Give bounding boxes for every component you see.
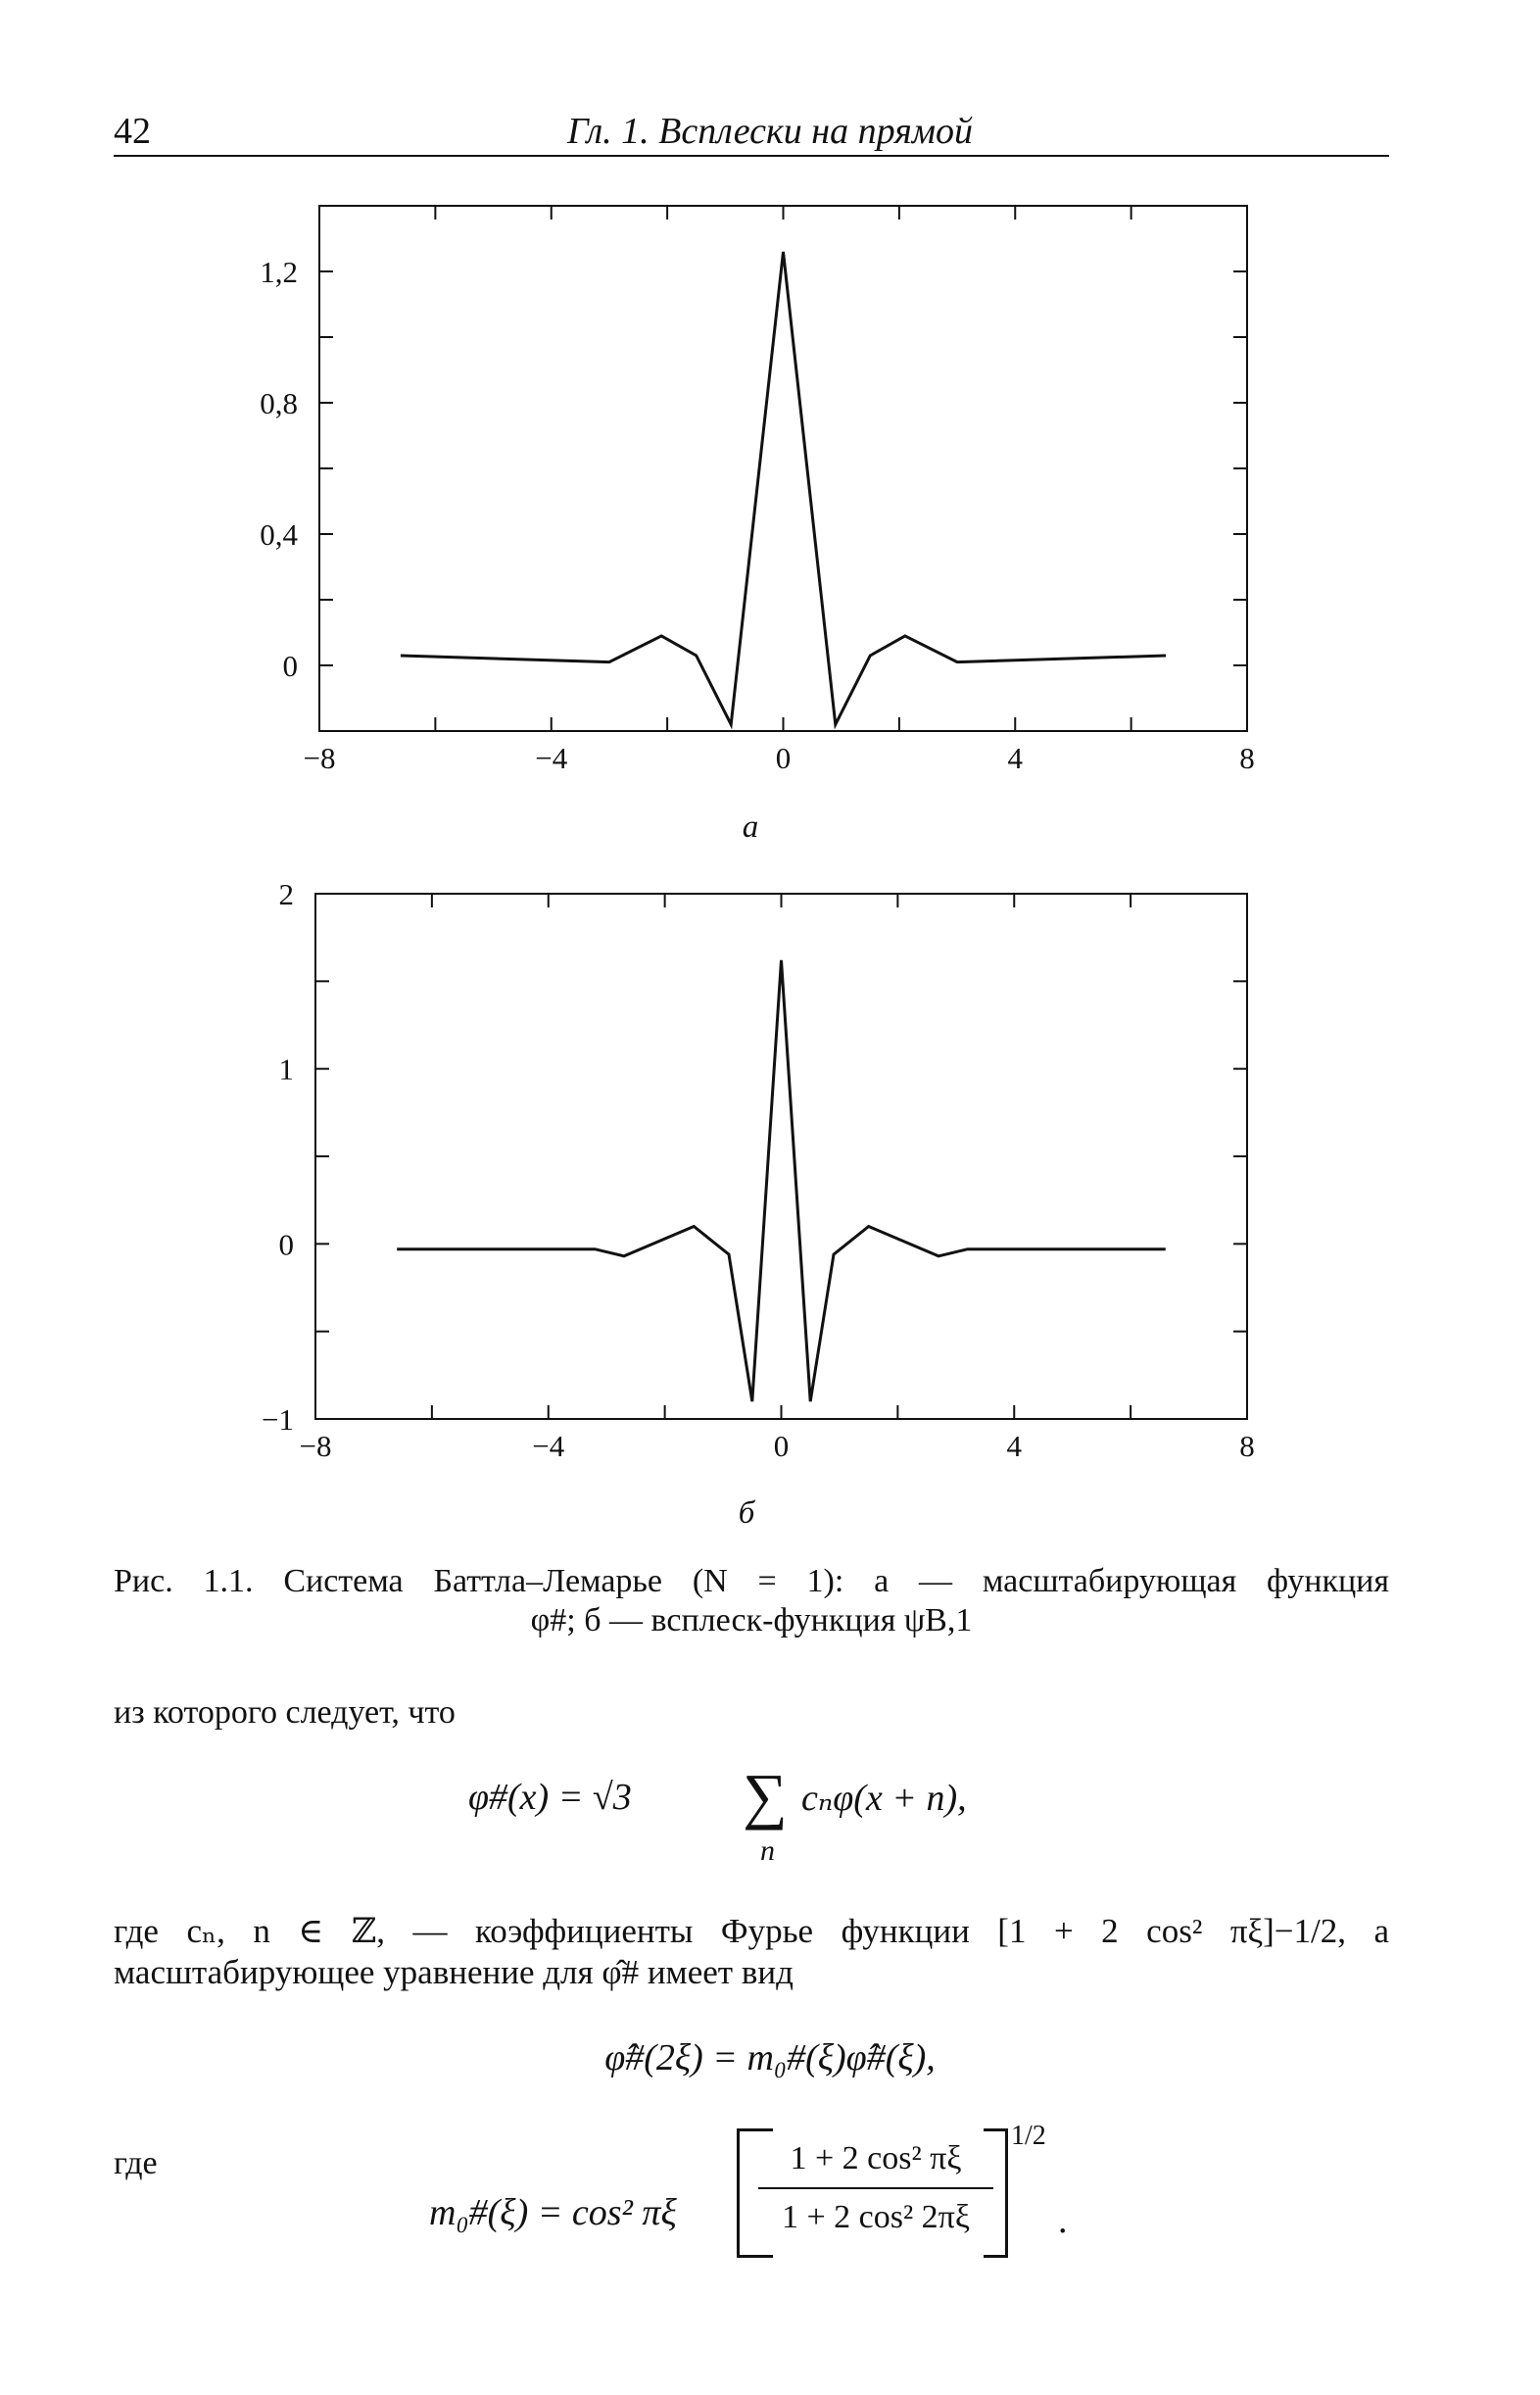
equation-3-lhs: m₀#(ξ) = cos² πξ — [429, 2192, 677, 2233]
equation-1-sub: n — [760, 1834, 775, 1867]
equation-3-right-bracket — [984, 2128, 1008, 2258]
paragraph-2 — [114, 1911, 1389, 1993]
paragraph-2-line-2: масштабирующее уравнение для φ̂# имеет вид — [114, 1953, 794, 1991]
x-tick-label-b: 0 — [773, 1429, 790, 1463]
y-tick-label-b: 0 — [278, 1227, 294, 1262]
y-tick-label-a: 0 — [282, 649, 298, 683]
y-tick-label-a: 0,8 — [260, 386, 298, 420]
paragraph-1: из которого следует, что — [114, 1694, 456, 1731]
x-tick-label-b: 4 — [1006, 1429, 1022, 1463]
equation-3-denominator: 1 + 2 cos² 2πξ — [781, 2199, 970, 2235]
plot-frame-a — [319, 206, 1247, 731]
figure-caption — [114, 1562, 1389, 1640]
x-tick-label-a: 8 — [1239, 741, 1255, 775]
equation-3-end: . — [1058, 2200, 1068, 2241]
x-tick-label-b: 8 — [1239, 1429, 1255, 1463]
y-tick-label-b: −1 — [262, 1402, 294, 1437]
caption-line-1: Рис. 1.1. Система Баттла–Лемарье (N = 1): а — масштабирующая функция — [114, 1563, 1389, 1599]
equation-2: φ̂#(2ξ) = m₀#(ξ)φ̂#(ξ), — [604, 2037, 936, 2078]
equation-1-rhs: cₙφ(x + n), — [801, 1778, 967, 1819]
running-title: Гл. 1. Всплески на прямой — [566, 111, 974, 152]
page-number: 42 — [114, 111, 151, 152]
equation-3-numerator: 1 + 2 cos² πξ — [790, 2140, 962, 2176]
x-tick-label-a: −8 — [303, 741, 336, 775]
data-line-b — [397, 960, 1166, 1401]
caption-line-2: φ#; б — всплеск-функция ψB,1 — [530, 1602, 973, 1638]
equation-1-sum: ∑ — [743, 1761, 788, 1831]
equation-1-lhs: φ#(x) = √3 — [468, 1777, 632, 1818]
equation-3-fraction-bar — [758, 2187, 993, 2189]
y-tick-label-a: 0,4 — [260, 517, 298, 552]
x-tick-label-a: 4 — [1007, 741, 1023, 775]
y-tick-label-b: 1 — [278, 1051, 294, 1087]
data-line-a — [401, 252, 1166, 724]
panel-b-label: б — [738, 1495, 755, 1531]
y-tick-label-a: 1,2 — [260, 255, 298, 289]
x-tick-label-a: −4 — [535, 741, 568, 775]
x-tick-label-b: −8 — [299, 1429, 332, 1463]
paragraph-3: где — [114, 2145, 158, 2181]
panel-a-label: а — [742, 809, 759, 845]
x-tick-label-b: −4 — [532, 1429, 565, 1463]
x-tick-label-a: 0 — [775, 741, 792, 775]
paragraph-2-line-1: где cₙ, n ∈ ℤ, — коэффициенты Фурье функции [1 + 2 cos² πξ]−1/2, а — [114, 1912, 1389, 1950]
y-tick-label-b: 2 — [278, 877, 294, 911]
equation-3-exponent: 1/2 — [1011, 2121, 1046, 2151]
